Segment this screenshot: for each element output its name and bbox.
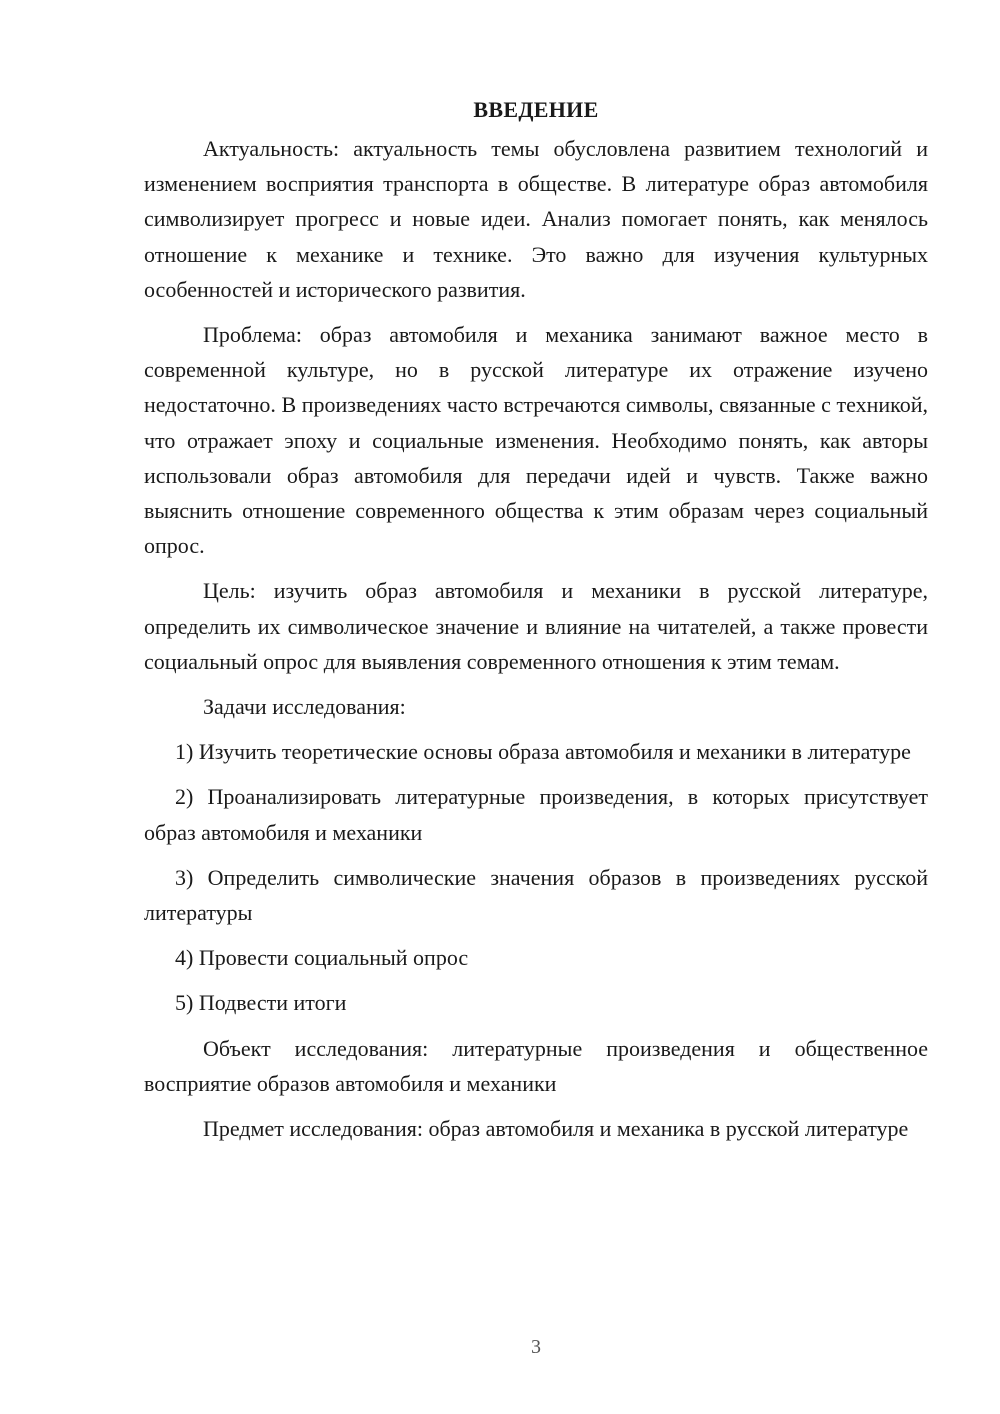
document-page [144, 92, 928, 1156]
paragraph-object: Объект исследования: литературные произведения и общественное восприятие образов автомобиля и механики [144, 1035, 928, 1096]
task-item: 4) Провести социальный опрос [175, 945, 469, 971]
task-item: 5) Подвести итоги [175, 990, 347, 1016]
task-item: 3) Определить символические значения образов в произведениях русской литературы [144, 864, 928, 926]
paragraph-relevance: Актуальность: актуальность темы обусловлена развитием технологий и изменением восприятия транспорта в обществе. В литературе образ автомобиля символизирует прогресс и новые идеи. Анализ помогает понять, как менялось отношение к механике и технике. Это важно для изучения культурных особенностей и исторического развития. [144, 136, 928, 302]
paragraph-problem: Проблема: образ автомобиля и механика занимают важное место в современной культуре, но в русской литературе их отражение изучено недостаточно. В произведениях часто встречаются символы, связанные с техникой, что отражает эпоху и социальные изменения. Необходимо понять, как авторы использовали образ автомобиля для передачи идей и чувств. Также важно выяснить отношение современного общества к этим образам через социальный опрос. [144, 322, 928, 559]
page-title: ВВЕДЕНИЕ [473, 97, 599, 122]
paragraph-tasks-heading: Задачи исследования: [203, 694, 406, 720]
paragraph-goal: Цель: изучить образ автомобиля и механики в русской литературе, определить их символическое значение и влияние на читателей, а также провести социальный опрос для выявления современного отношения к этим темам. [144, 578, 928, 674]
paragraph-subject: Предмет исследования: образ автомобиля и механика в русской литературе [203, 1116, 909, 1142]
task-item: 2) Проанализировать литературные произведения, в которых присутствует образ автомобиля и механики [144, 784, 928, 845]
task-item: 1) Изучить теоретические основы образа автомобиля и механики в литературе [175, 739, 911, 765]
page-number: 3 [531, 1336, 541, 1358]
